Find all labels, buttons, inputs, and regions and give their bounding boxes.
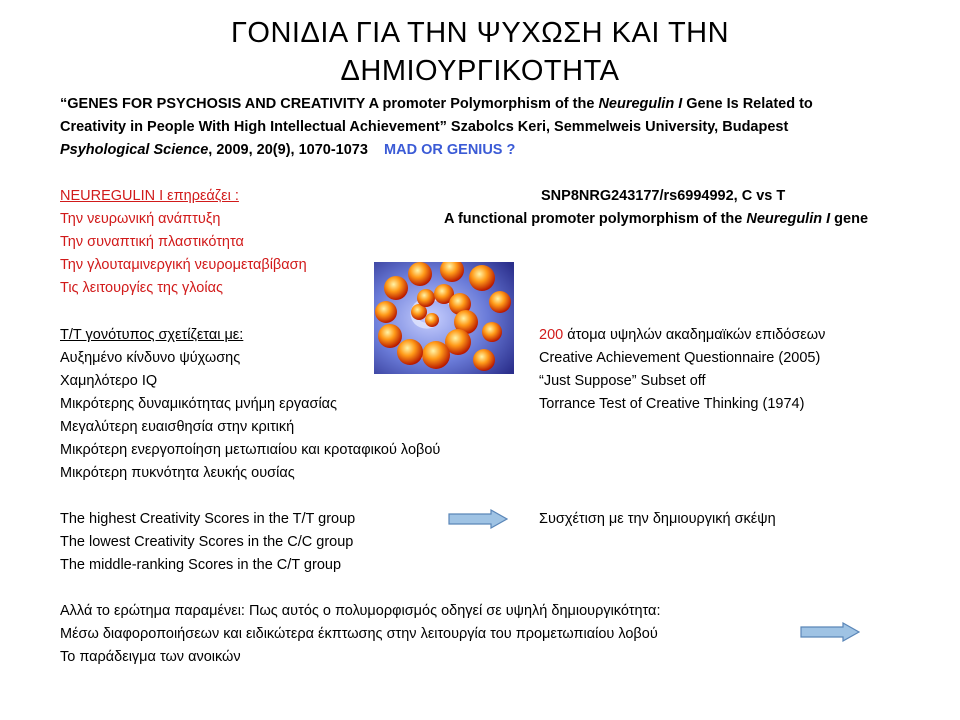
- score-item: The middle-ranking Scores in the C/T group: [60, 557, 342, 573]
- neuregulin-item: Την συναπτική πλαστικότητα: [60, 234, 244, 250]
- study-item: “Just Suppose” Subset off: [539, 373, 706, 389]
- right-arrow-icon: [448, 509, 508, 529]
- fractal-spiral-image: [374, 262, 514, 374]
- conclusion-item: Το παράδειγμα των ανοικών: [60, 649, 241, 665]
- study-item: Creative Achievement Questionnaire (2005): [539, 350, 821, 366]
- title-line-1: ΓΟΝΙΔΙΑ ΓΙΑ ΤΗΝ ΨΥΧΩΣΗ ΚΑΙ ΤΗΝ: [230, 17, 730, 49]
- neuregulin-item: Την γλουταμινεργική νευρομεταβίβαση: [60, 257, 307, 273]
- conclusion-item: Μέσω διαφοροποιήσεων και ειδικώτερα έκπτωσης στην λειτουργία του προμετωπιαίου λοβού: [60, 626, 658, 642]
- score-item: The lowest Creativity Scores in the C/C group: [60, 534, 354, 550]
- scores-result: Συσχέτιση με την δημιουργική σκέψη: [539, 511, 776, 527]
- right-arrow-icon: [800, 622, 860, 642]
- neuregulin-item: Τις λειτουργίες της γλοίας: [60, 280, 223, 296]
- fractal-image-graphic: [374, 262, 514, 374]
- genotype-item: Μικρότερης δυναμικότητας μνήμη εργασίας: [60, 396, 338, 412]
- neuregulin-heading: NEUREGULIN I επηρεάζει :: [60, 188, 239, 204]
- score-item: The highest Creativity Scores in the T/T group: [60, 511, 356, 527]
- snp-description: A functional promoter polymorphism of the Neuregulin I gene: [444, 211, 869, 227]
- genotype-item: Μεγαλύτερη ευαισθησία στην κριτική: [60, 419, 295, 435]
- neuregulin-item: Την νευρωνική ανάπτυξη: [60, 211, 221, 227]
- conclusion-item: Αλλά το ερώτημα παραμένει: Πως αυτός ο πολυμορφισμός οδηγεί σε υψηλή δημιουργικότητα:: [60, 603, 661, 619]
- participant-count: 200: [539, 327, 564, 343]
- title-line-2: ΔΗΜΙΟΥΡΓΙΚΟΤΗΤΑ: [340, 55, 620, 87]
- slide-title: [0, 14, 960, 90]
- genotype-item: Χαμηλότερο IQ: [60, 373, 158, 389]
- citation-line-2: Creativity in People With High Intellectual Achievement” Szabolcs Keri, Semmelweis University, Budapest: [60, 119, 789, 135]
- genotype-item: Μικρότερη ενεργοποίηση μετωπιαίου και κροταφικού λοβού: [60, 442, 441, 458]
- genotype-heading: T/T γονότυπος σχετίζεται με:: [60, 327, 244, 343]
- genotype-item: Μικρότερη πυκνότητα λευκής ουσίας: [60, 465, 295, 481]
- genotype-item: Αυξημένο κίνδυνο ψύχωσης: [60, 350, 241, 366]
- citation-line-3: Psyhological Science, 2009, 20(9), 1070-1073 MAD OR GENIUS ?: [60, 142, 516, 158]
- citation-line-1: “GENES FOR PSYCHOSIS AND CREATIVITY A promoter Polymorphism of the Neuregulin I Gene Is Related to: [60, 96, 813, 112]
- snp-id: SNP8NRG243177/rs6994992, C vs T: [541, 188, 786, 204]
- mad-or-genius-label: MAD OR GENIUS ?: [384, 142, 516, 158]
- study-participants: 200 άτομα υψηλών ακαδημαϊκών επιδόσεων: [539, 327, 826, 343]
- study-item: Torrance Test of Creative Thinking (1974): [539, 396, 805, 412]
